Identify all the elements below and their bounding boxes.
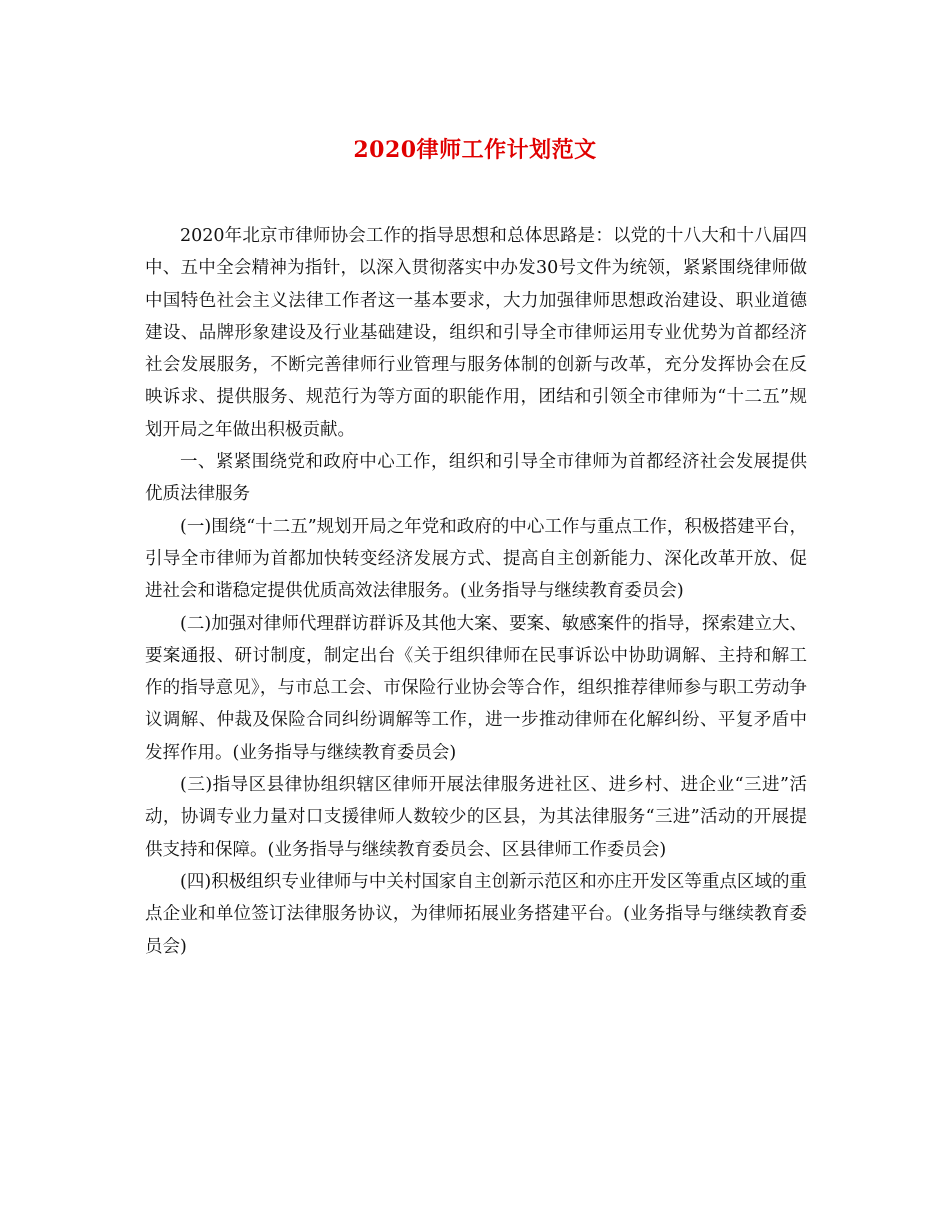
paragraph-item-1: (一)围绕“十二五”规划开局之年党和政府的中心工作与重点工作，积极搭建平台，引导全市律师为首都加快转变经济发展方式、提高自主创新能力、深化改革开放、促进社会和谐稳定提供优质高效法律服务。(业务指导与继续教育委员会) (145, 516, 807, 602)
document-body (145, 220, 807, 963)
paragraph-item-2: (二)加强对律师代理群访群诉及其他大案、要案、敏感案件的指导，探索建立大、要案通报、研讨制度，制定出台《关于组织律师在民事诉讼中协助调解、主持和解工作的指导意见》，与市总工会、市保险行业协会等合作，组织推荐律师参与职工劳动争议调解、仲裁及保险合同纠纷调解等工作，进一步推动律师在化解纠纷、平复矛盾中发挥作用。(业务指导与继续教育委员会) (145, 613, 807, 763)
paragraph-intro: 2020年北京市律师协会工作的指导思想和总体思路是：以党的十八大和十八届四中、五中全会精神为指针，以深入贯彻落实中办发30号文件为统领，紧紧围绕律师做中国特色社会主义法律工作者这一基本要求，大力加强律师思想政治建设、职业道德建设、品牌形象建设及行业基础建设，组织和引导全市律师运用专业优势为首都经济社会发展服务，不断完善律师行业管理与服务体制的创新与改革，充分发挥协会在反映诉求、提供服务、规范行为等方面的职能作用，团结和引领全市律师为“十二五”规划开局之年做出积极贡献。 (145, 226, 807, 440)
paragraph-section-1-heading: 一、紧紧围绕党和政府中心工作，组织和引导全市律师为首都经济社会发展提供优质法律服务 (145, 452, 807, 505)
paragraph-item-3: (三)指导区县律协组织辖区律师开展法律服务进社区、进乡村、进企业“三进”活动，协调专业力量对口支援律师人数较少的区县，为其法律服务“三进”活动的开展提供支持和保障。(业务指导与继续教育委员会、区县律师工作委员会) (145, 775, 807, 860)
page-title: 2020律师工作计划范文 (353, 137, 597, 163)
paragraph-item-4: (四)积极组织专业律师与中关村国家自主创新示范区和亦庄开发区等重点区域的重点企业和单位签订法律服务协议，为律师拓展业务搭建平台。(业务指导与继续教育委员会) (145, 871, 807, 957)
